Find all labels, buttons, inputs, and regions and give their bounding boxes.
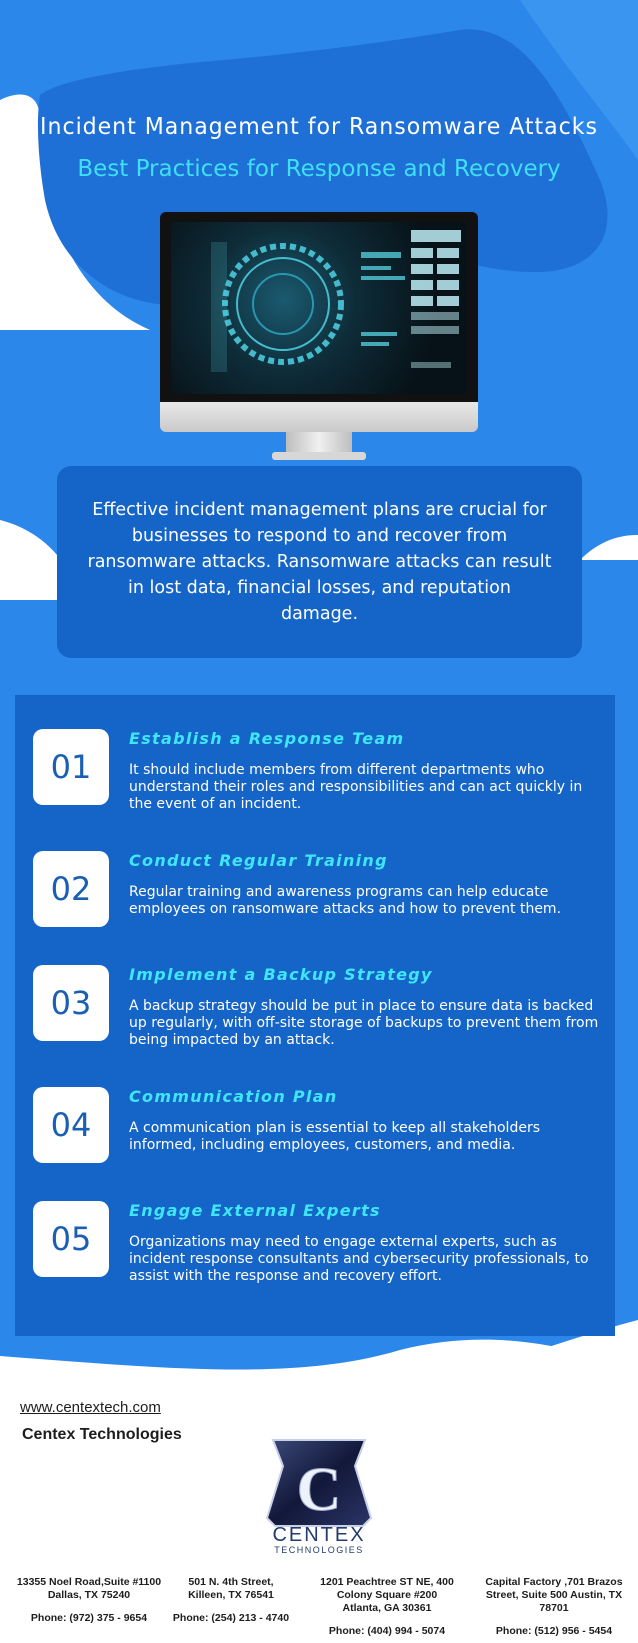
step-description: A backup strategy should be put in place to ensure data is backed up regularly, with off-site storage of backups to prevent them from being impacted by an attack. <box>129 998 599 1048</box>
logo-wordmark <box>250 1525 388 1555</box>
logo-name: CENTEX <box>272 1524 366 1546</box>
office-austin <box>484 1576 624 1636</box>
office-dallas <box>14 1576 164 1622</box>
step-title: Communication Plan <box>129 1087 338 1106</box>
office-killeen <box>170 1576 292 1622</box>
step-number-badge: 02 <box>33 851 109 927</box>
monitor-chin <box>160 402 478 432</box>
office-phone: Phone: (972) 375 - 9654 <box>30 1612 148 1624</box>
step-title: Establish a Response Team <box>129 729 405 748</box>
office-address: 13355 Noel Road,Suite #1100 Dallas, TX 75240 <box>16 1576 162 1601</box>
step-description: A communication plan is essential to keep all stakeholders informed, including employees, customers, and media. <box>129 1120 540 1153</box>
intro-card <box>57 466 582 658</box>
website-link[interactable]: www.centextech.com <box>20 1399 161 1416</box>
monitor-cybersecurity-dashboard-icon <box>160 212 478 462</box>
page-title: Incident Management for Ransomware Attacks <box>40 114 598 140</box>
step-number-badge: 03 <box>33 965 109 1041</box>
office-address: 501 N. 4th Street, Killeen, TX 76541 <box>188 1576 274 1601</box>
step-title: Engage External Experts <box>129 1201 381 1220</box>
step-title: Implement a Backup Strategy <box>129 965 433 984</box>
step-description: Regular training and awareness programs can help educate employees on ransomware attacks and how to prevent them. <box>129 884 562 917</box>
monitor-screen <box>171 222 467 394</box>
step-number-badge: 05 <box>33 1201 109 1277</box>
logo-tagline: TECHNOLOGIES <box>274 1545 364 1555</box>
logo-letter: C <box>296 1456 342 1524</box>
office-phone: Phone: (254) 213 - 4740 <box>172 1612 290 1624</box>
office-atlanta <box>318 1576 456 1636</box>
monitor-bezel <box>160 212 478 402</box>
step-number-badge: 01 <box>33 729 109 805</box>
page-subtitle: Best Practices for Response and Recovery <box>77 156 561 182</box>
step-description: It should include members from different departments who understand their roles and responsibilities and can act quickly in the event of an incident. <box>129 762 583 812</box>
steps-panel <box>15 695 615 1336</box>
dashboard-graphic <box>171 222 467 394</box>
office-address: 1201 Peachtree ST NE, 400 Colony Square #200 Atlanta, GA 30361 <box>320 1576 454 1614</box>
monitor-neck <box>286 432 352 454</box>
company-name: Centex Technologies <box>22 1426 182 1443</box>
office-phone: Phone: (404) 994 - 5074 <box>328 1625 446 1637</box>
step-title: Conduct Regular Training <box>129 851 388 870</box>
office-phone: Phone: (512) 956 - 5454 <box>495 1625 613 1637</box>
monitor-foot <box>272 452 366 460</box>
office-address: Capital Factory ,701 Brazos Street, Suite 500 Austin, TX 78701 <box>485 1576 623 1614</box>
intro-text: Effective incident management plans are crucial for businesses to respond to and recover from ransomware attacks. Ransomware attacks can result in lost data, financial losses, and reputation damage. <box>87 500 552 624</box>
step-number-badge: 04 <box>33 1087 109 1163</box>
step-description: Organizations may need to engage external experts, such as incident response consultants and cybersecurity professionals, to assist with the response and recovery effort. <box>129 1234 589 1284</box>
